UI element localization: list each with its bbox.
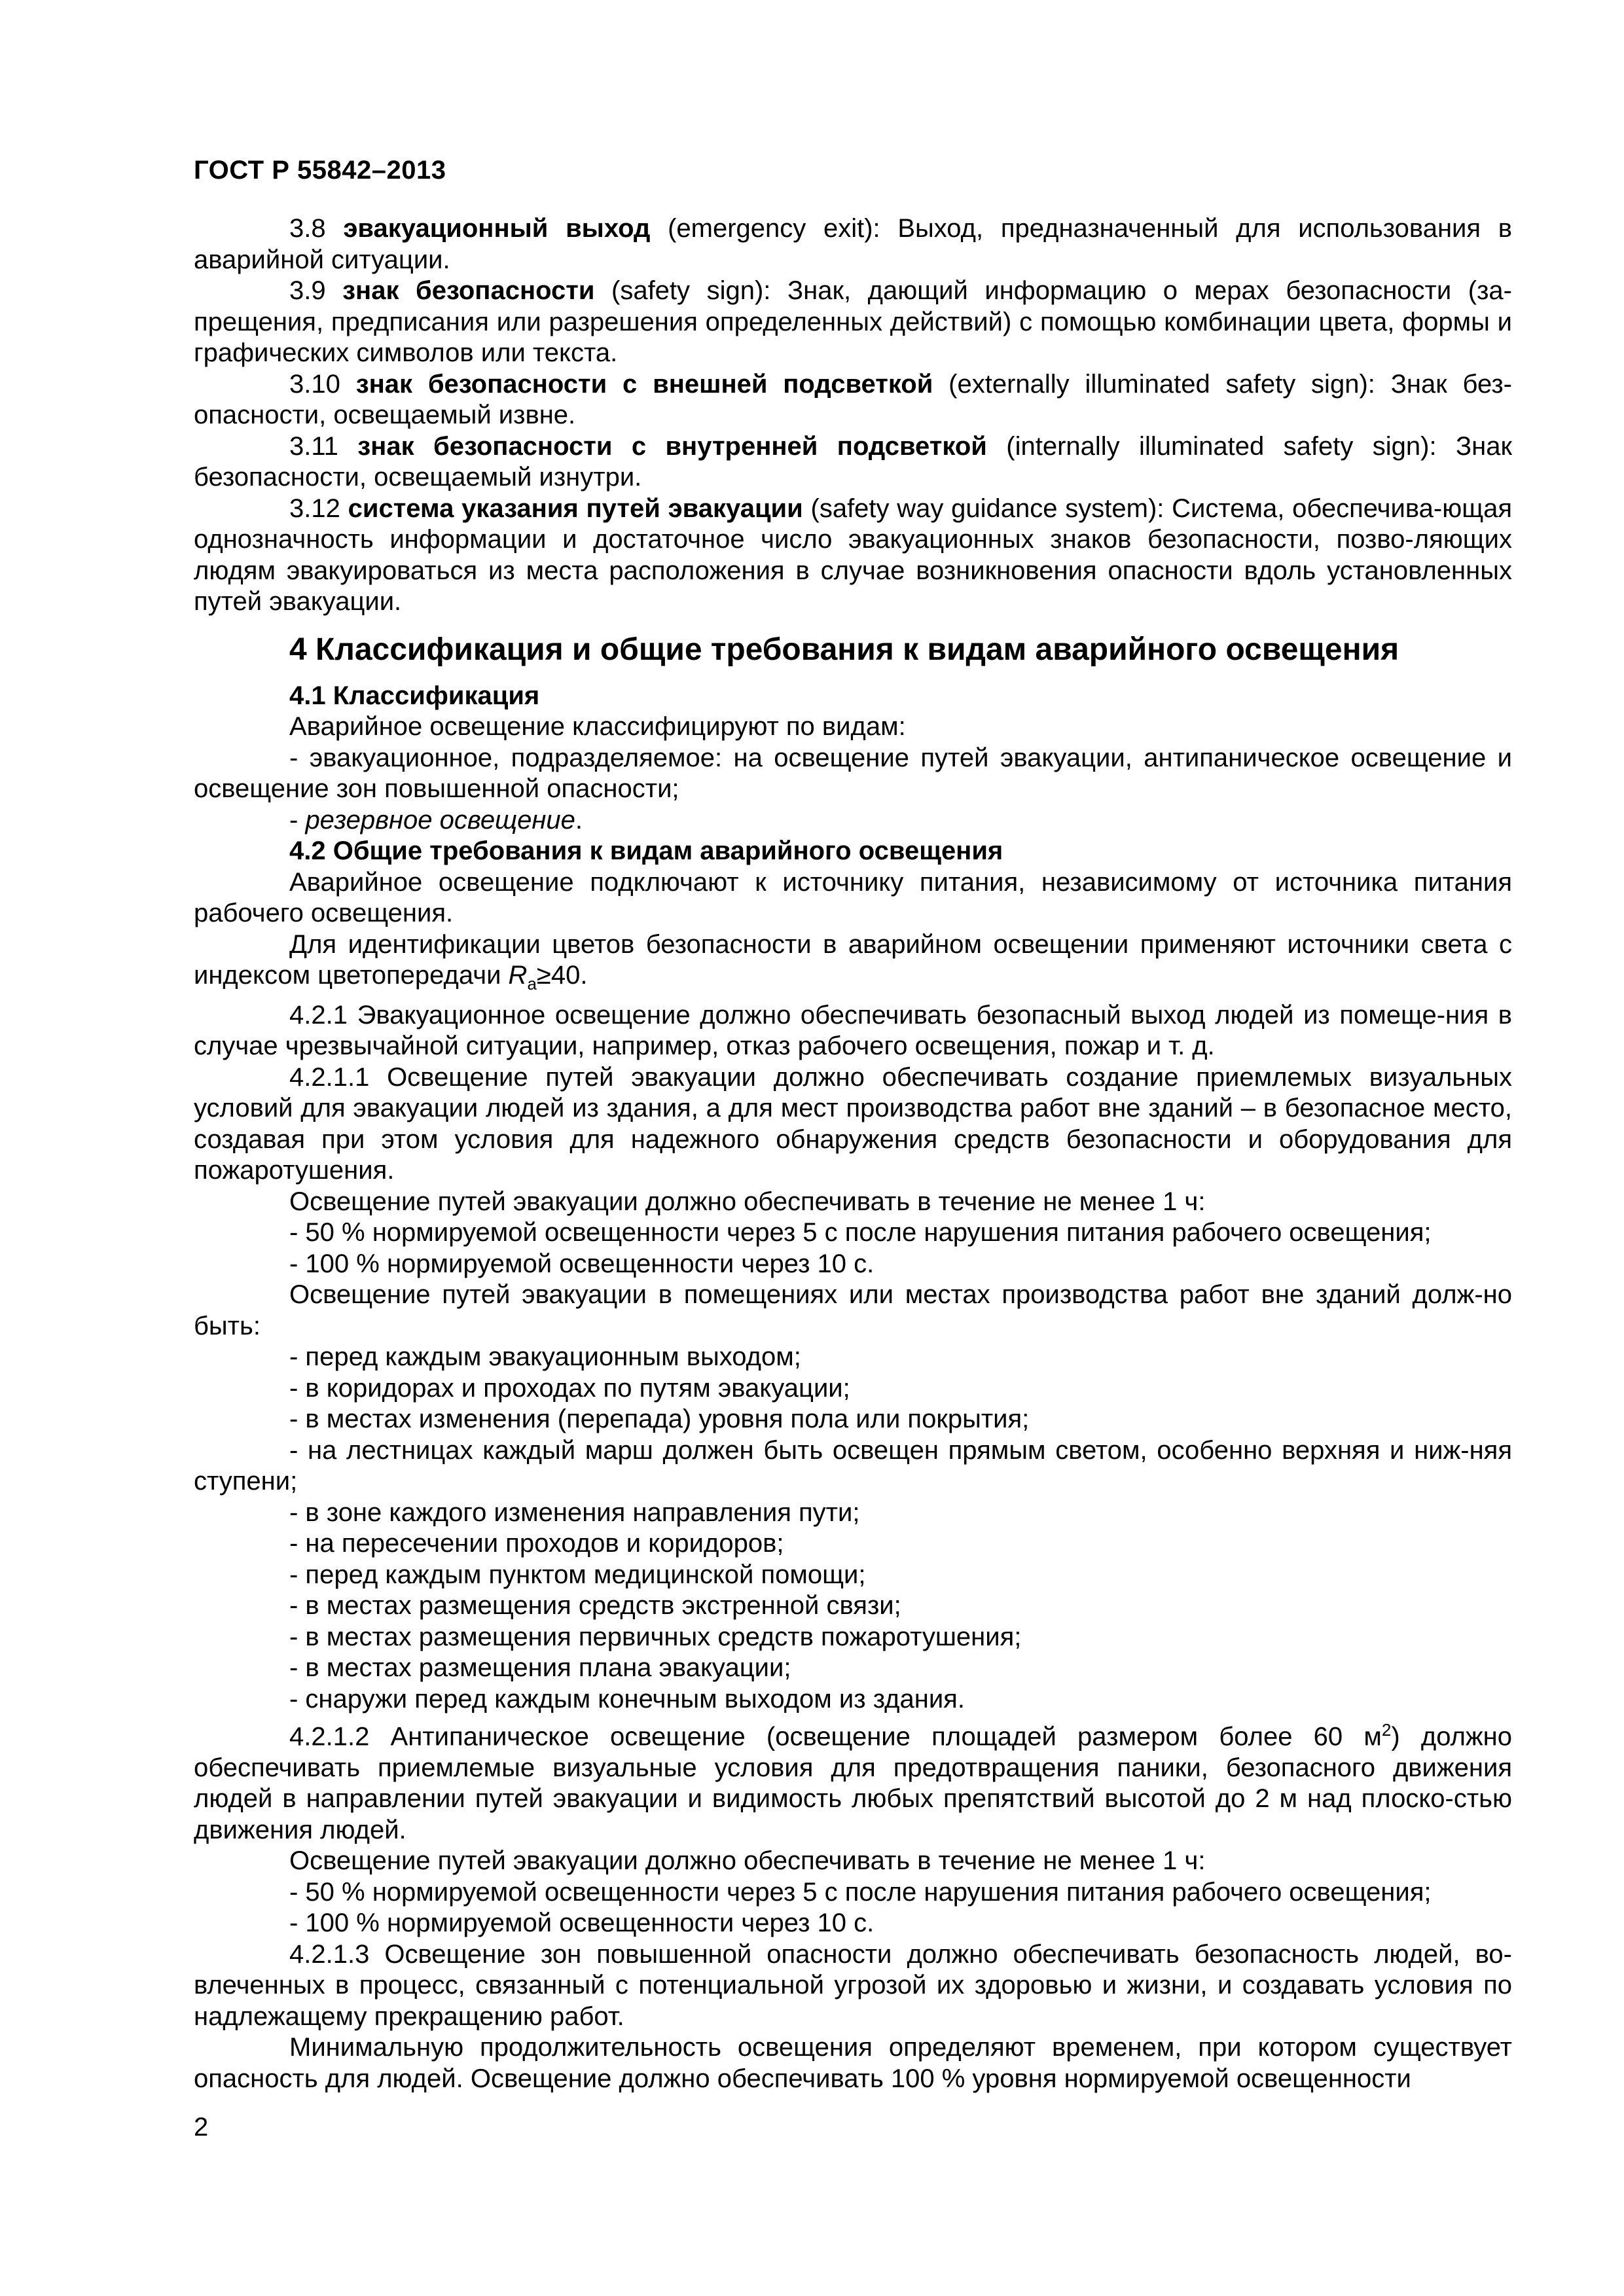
superscript: 2 [1381, 1720, 1392, 1740]
paragraph-4-2-1-2: 4.2.1.2 Антипаническое освещение (освещение площадей размером более 60 $м^2$) должно обеспечивать приемлемые визуальные условия для предотвращения паники, безопасного движения людей в направлении путей эвакуации и видимость любых препятствий высотой до 2 м над плоско-стью движения людей. [194, 1720, 1512, 1844]
definition-number: 3.10 [289, 369, 340, 399]
section-4-2-heading: 4.2 Общие требования к видам аварийного освещения [289, 836, 1003, 865]
section-4-1-heading: 4.1 Классификация [289, 681, 540, 710]
list-item: - на пересечении проходов и коридоров; [289, 1529, 784, 1558]
paragraph: Освещение путей эвакуации должно обеспечивать в течение не менее 1 ч: [289, 1846, 1206, 1876]
list-item: - в зоне каждого изменения направления пути; [289, 1498, 860, 1527]
definition-term: система указания путей эвакуации [348, 493, 803, 523]
definition-text: (externally illuminated safety sign): Знак без-опасности, освещаемый извне. [194, 369, 1512, 429]
list-item: - на лестницах каждый марш должен быть освещен прямым светом, особенно верхняя и ниж-няя ступени; [194, 1435, 1512, 1496]
definition-3-10 [194, 369, 1512, 431]
paragraph: Минимальную продолжительность освещения определяют временем, при котором существует опасность для людей. Освещение должно обеспечивать 100 % уровня нормируемой освещенности [194, 2033, 1512, 2093]
definition-3-12 [194, 493, 1512, 618]
list-item: - снаружи перед каждым конечным выходом из здания. [289, 1684, 965, 1713]
definition-3-8 [194, 213, 1512, 276]
list-item: - 50 % нормируемой освещенности через 5 с после нарушения питания рабочего освещения; [289, 1218, 1432, 1247]
list-item: - в коридорах и проходах по путям эвакуации; [289, 1373, 850, 1403]
paragraph-4-2-1-1: 4.2.1.1 Освещение путей эвакуации должно обеспечивать создание приемлемых визуальных условий для эвакуации людей из здания, а для мест производства работ вне зданий – в безопасное место, создавая при этом условия для надежного обнаружения средств безопасности и оборудования для пожаротушения. [194, 1062, 1512, 1185]
italic-term: резервное освещение [305, 805, 575, 834]
paragraph-4-2-1: 4.2.1 Эвакуационное освещение должно обеспечивать безопасный выход людей из помеще-ния в случае чрезвычайной ситуации, например, отказ рабочего освещения, пожар и т. д. [194, 1000, 1512, 1060]
definition-text: (internally illuminated safety sign): Знак безопасности, освещаемый изнутри. [194, 431, 1513, 492]
paragraph: Освещение путей эвакуации в помещениях или местах производства работ вне зданий долж-но быть: [194, 1280, 1512, 1340]
list-item: - 100 % нормируемой освещенности через 10 с. [289, 1249, 875, 1278]
definition-term: знак безопасности с внешней подсветкой [355, 369, 933, 399]
paragraph: Для идентификации цветов безопасности в аварийном освещении применяют источники света с индексом цветопередачи $R_a\ge 40$. [194, 929, 1512, 994]
definition-number: 3.11 [289, 431, 338, 461]
symbol-r: R [508, 961, 528, 990]
definition-text: (safety way guidance system): Система, обеспечива-ющая однозначность информации и достаточное число эвакуационных знаков безопасности, позво-ляющих людям эвакуироваться из места расположения в случае возникновения опасности вдоль установленных путей эвакуации. [194, 493, 1513, 616]
definition-3-11 [194, 431, 1512, 493]
definition-number: 3.12 [289, 493, 340, 523]
list-item: - в местах размещения плана эвакуации; [289, 1653, 791, 1682]
definition-term: эвакуационный выход [343, 214, 651, 243]
definition-term: знак безопасности с внутренней подсветкой [357, 431, 987, 461]
definition-text: (emergency exit): Выход, предназначенный для использования в аварийной ситуации. [194, 214, 1512, 274]
list-item: - в местах размещения средств экстренной связи; [289, 1591, 901, 1620]
definition-number: 3.8 [289, 214, 326, 243]
paragraph-4-2-1-3: 4.2.1.3 Освещение зон повышенной опасности должно обеспечивать безопасность людей, во-влеченных в процесс, связанный с потенциальной угрозой их здоровью и жизни, и создавать условия по надлежащему прекращению работ. [194, 1939, 1512, 2031]
list-item: - резервное освещение. [289, 805, 583, 834]
paragraph: Аварийное освещение классифицируют по видам: [289, 712, 906, 741]
paragraph: Освещение путей эвакуации должно обеспечивать в течение не менее 1 ч: [289, 1187, 1206, 1216]
list-item: - перед каждым пунктом медицинской помощи; [289, 1560, 866, 1589]
section-4-heading: 4 Классификация и общие требования к видам аварийного освещения [289, 632, 1399, 667]
list-item: - 100 % нормируемой освещенности через 10 с. [289, 1909, 875, 1938]
paragraph: Аварийное освещение подключают к источнику питания, независимому от источника питания рабочего освещения. [194, 867, 1512, 927]
symbol-subscript: a [527, 974, 537, 994]
definition-3-9 [194, 276, 1512, 369]
list-item: - в местах изменения (перепада) уровня пола или покрытия; [289, 1405, 1030, 1433]
list-item: - 50 % нормируемой освещенности через 5 с после нарушения питания рабочего освещения; [289, 1877, 1432, 1907]
document-header: ГОСТ Р 55842–2013 [194, 156, 446, 185]
definition-number: 3.9 [289, 276, 326, 305]
page-number: 2 [194, 2113, 209, 2142]
list-item: - перед каждым эвакуационным выходом; [289, 1342, 801, 1371]
definition-term: знак безопасности [342, 276, 595, 305]
document-body [194, 213, 1512, 2094]
list-item: - эвакуационное, подразделяемое: на освещение путей эвакуации, антипаническое освещение и освещение зон повышенной опасности; [194, 743, 1512, 803]
list-item: - в местах размещения первичных средств пожаротушения; [289, 1622, 1022, 1651]
definition-text: (safety sign): Знак, дающий информацию о мерах безопасности (за-прещения, предписания или разрешения определенных действий) с помощью комбинации цвета, формы и графических символов или текста. [194, 276, 1512, 367]
